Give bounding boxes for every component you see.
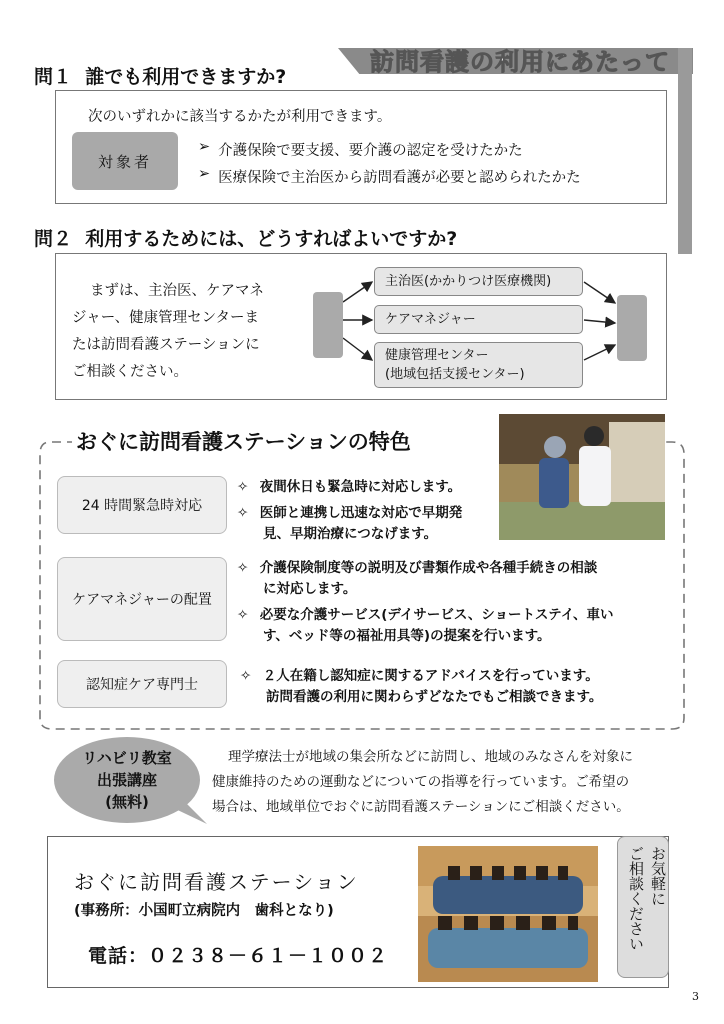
flow-arrows [343, 265, 623, 390]
q2-label: 問２ [34, 228, 73, 250]
q1-label: 問１ [34, 66, 73, 88]
arrow-bullet-icon: ➢ [198, 166, 211, 182]
q1-question: 誰でも利用できますか? [85, 66, 287, 88]
rehab-bubble-line: リハビリ教室 [82, 749, 172, 767]
feature-point: に対応します。 [263, 581, 357, 597]
q1-bullet-text: 介護保険で要支援、要介護の認定を受けたかた [218, 143, 523, 159]
page-number: 3 [692, 990, 699, 1003]
station-name: おぐに訪問看護ステーション [74, 870, 359, 894]
feature-points-24h [237, 477, 462, 545]
sparkle-bullet-icon: ✧ [237, 505, 249, 521]
feature-point: ２人在籍し認知症に関するアドバイスを行っています。 [262, 668, 599, 684]
flow-box-line: 健康管理センター [385, 348, 489, 363]
sparkle-bullet-icon: ✧ [240, 668, 252, 684]
feature-points-dementia [240, 666, 602, 708]
feature-point: す、ベッド等の福祉用具等)の提案を行います。 [263, 628, 551, 644]
q1-bullet-2 [198, 166, 581, 187]
flow-box-caremanager: ケアマネジャー [374, 305, 583, 334]
callout-line: ご相談ください [627, 846, 645, 951]
q2-body-line: ジャー、健康管理センターま [72, 310, 260, 326]
q2-heading [34, 224, 457, 251]
q2-body-line: たは訪問看護ステーションに [72, 337, 260, 353]
feature-label-caremanager: ケアマネジャーの配置 [57, 557, 227, 641]
q2-question: 利用するためには、どうすればよいですか? [85, 228, 458, 250]
feature-point: 訪問看護の利用に関わらずどなたでもご相談できます。 [266, 689, 603, 705]
phone-number: 電話：０２３８－６１－１００２ [88, 945, 389, 967]
q2-body [72, 278, 264, 386]
flow-source-block [313, 292, 343, 358]
banner-side-bar [678, 48, 692, 254]
feature-label-dementia: 認知症ケア専門士 [57, 660, 227, 708]
feature-point: 必要な介護サービス(デイサービス、ショートステイ、車い [259, 607, 614, 623]
q1-bullet-1 [198, 139, 523, 160]
rehab-bubble-line: (無料) [105, 793, 149, 811]
feature-points-caremanager [237, 558, 614, 647]
callout-line: お気軽に [649, 846, 667, 906]
q1-bullet-text: 医療保険で主治医から訪問看護が必要と認められたかた [218, 170, 581, 186]
feature-point: 夜間休日も緊急時に対応します。 [259, 479, 462, 495]
rehab-text-line: 健康維持のための運動などについての指導を行っています。ご希望の [212, 774, 630, 790]
flow-box-line: (地域包括支援センター) [385, 367, 525, 382]
q2-body-line: ご相談ください。 [72, 364, 188, 380]
rehab-photo [499, 414, 665, 540]
callout-text [625, 846, 669, 971]
rehab-text-line: 場合は、地域単位でおぐに訪問看護ステーションにご相談ください。 [212, 799, 630, 815]
staff-photo [418, 846, 598, 982]
rehab-bubble-line: 出張講座 [96, 771, 157, 789]
feature-point: 見、早期治療につなげます。 [263, 526, 438, 542]
flow-box-doctor: 主治医(かかりつけ医療機関) [374, 267, 583, 296]
features-title: おぐに訪問看護ステーションの特色 [72, 426, 415, 456]
feature-point: 医師と連携し迅速な対応で早期発 [259, 505, 463, 521]
sparkle-bullet-icon: ✧ [237, 607, 249, 623]
arrow-bullet-icon: ➢ [198, 139, 211, 155]
q1-heading [34, 62, 286, 89]
banner-title: 訪問看護の利用にあたって [370, 48, 670, 76]
rehab-text-line: 理学療法士が地域の集会所などに訪問し、地域のみなさんを対象に [228, 749, 633, 765]
q2-body-line: まずは、主治医、ケアマネ [90, 283, 264, 299]
office-location: (事務所：小国町立病院内 歯科となり) [74, 903, 334, 919]
bubble-tail [165, 800, 215, 830]
target-label: 対象者 [72, 132, 178, 190]
feature-label-24h: 24 時間緊急時対応 [57, 476, 227, 534]
sparkle-bullet-icon: ✧ [237, 560, 249, 576]
feature-point: 介護保険制度等の説明及び書類作成や各種手続きの相談 [259, 560, 598, 576]
q1-intro: 次のいずれかに該当するかたが利用できます。 [88, 109, 392, 125]
sparkle-bullet-icon: ✧ [237, 479, 249, 495]
rehab-text [212, 745, 633, 820]
